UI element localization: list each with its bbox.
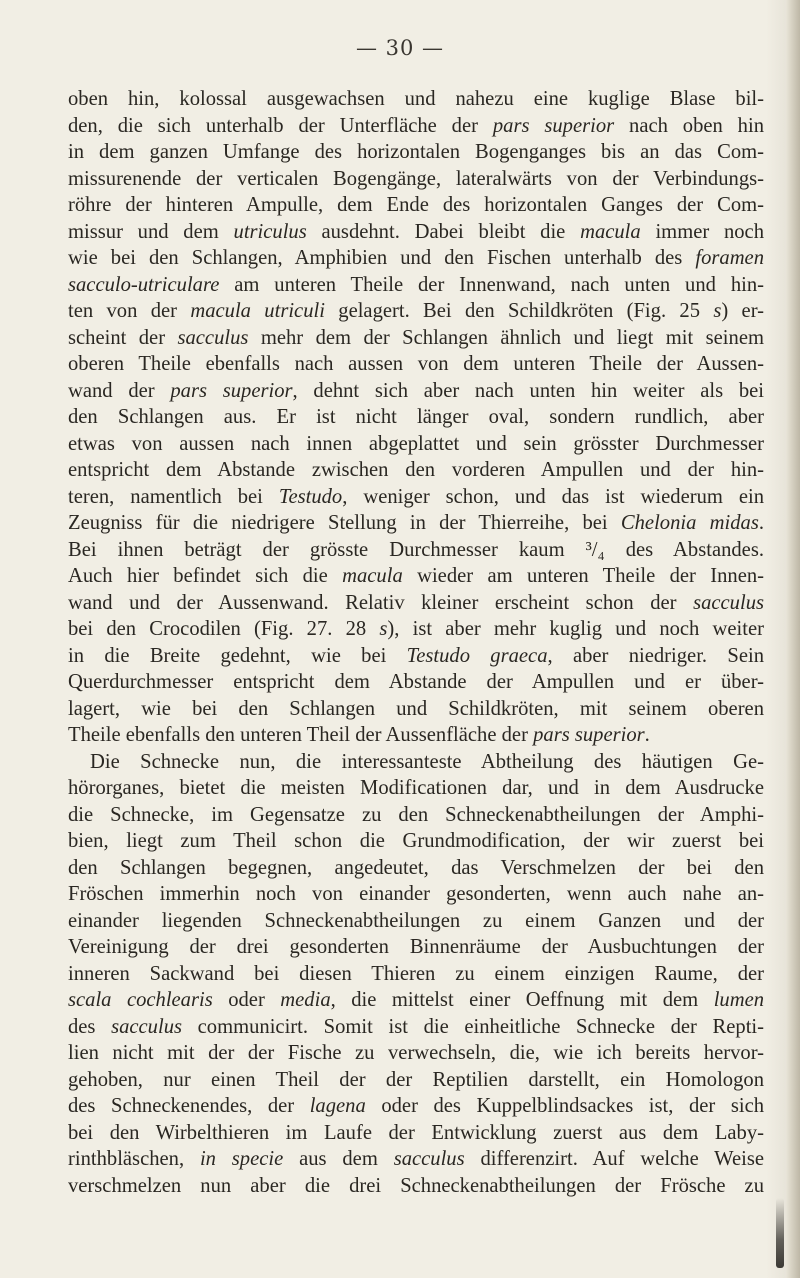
- italic-term: sacculo-utriculare: [68, 273, 220, 296]
- text-line: [68, 590, 764, 617]
- text-segment: ten von der: [68, 300, 191, 322]
- text-line: [68, 563, 764, 590]
- text-line: [68, 696, 764, 723]
- text-line: [68, 166, 764, 193]
- text-segment: inneren Sackwand bei diesen Thieren zu einem einzigen Raume, der: [68, 962, 764, 985]
- text-segment: , dehnt sich aber nach unten hin weiter als bei: [292, 379, 764, 402]
- italic-term: macula: [580, 220, 641, 243]
- text-line: [68, 1146, 764, 1173]
- text-segment: in dem ganzen Umfange des horizontalen Bogenganges bis an das Com-: [68, 141, 764, 163]
- text-segment: communicirt. Somit ist die einheitliche Schnecke der Repti-: [182, 1015, 764, 1038]
- text-line: [68, 1014, 764, 1041]
- text-line: [68, 1040, 764, 1067]
- italic-term: lumen: [713, 989, 765, 1011]
- text-segment: oben hin, kolossal ausgewachsen und nahezu eine kuglige Blase bil-: [68, 88, 764, 110]
- italic-term: sacculus: [111, 1015, 183, 1038]
- italic-term: foramen: [695, 247, 764, 269]
- text-line: [68, 802, 764, 829]
- page-edge-shadow: [766, 0, 786, 1278]
- text-line: [68, 113, 764, 140]
- page-number: — 30 —: [355, 36, 445, 60]
- text-line: [68, 881, 764, 908]
- text-segment: missur und dem: [68, 220, 234, 243]
- text-segment: scheint der: [68, 326, 178, 349]
- text-line: [68, 908, 764, 935]
- text-line: [68, 616, 764, 643]
- text-segment: mehr dem der Schlangen ähnlich und liegt mit seinem: [248, 326, 764, 349]
- text-segment: immer noch: [640, 220, 764, 243]
- text-segment: des: [68, 1015, 112, 1038]
- text-line: [68, 192, 764, 219]
- text-segment: entspricht dem Abstande zwischen den vorderen Ampullen und der hin-: [68, 459, 764, 481]
- text-segment: hörorganes, bietet die meisten Modificationen dar, und in dem Ausdrucke: [68, 777, 764, 799]
- italic-term: Chelonia midas: [620, 512, 759, 534]
- text-segment: Bei ihnen beträgt der grösste Durchmesser kaum ³/₄ des Abstandes.: [68, 538, 764, 561]
- text-segment: Vereinigung der drei gesonderten Binnenräume der Ausbuchtungen der: [68, 936, 764, 958]
- text-segment: röhre der hinteren Ampulle, dem Ende des horizontalen Ganges der Com-: [68, 194, 764, 216]
- text-line: [68, 669, 764, 696]
- text-segment: oberen Theile ebenfalls nach aussen von dem unteren Theile der Aussen-: [68, 353, 764, 375]
- text-segment: , die mittelst einer Oeffnung mit dem: [330, 989, 714, 1011]
- text-line: [68, 1120, 764, 1147]
- text-segment: Auch hier befindet sich die: [68, 565, 343, 587]
- italic-term: sacculus: [177, 326, 249, 349]
- text-line: [68, 961, 764, 988]
- text-line: [68, 378, 764, 405]
- text-segment: verschmelzen nun aber die drei Schneckenabtheilungen der Frösche zu: [68, 1174, 764, 1197]
- italic-term: pars superior: [533, 724, 645, 746]
- text-segment: wie bei den Schlangen, Amphibien und den Fischen unterhalb des: [68, 247, 696, 269]
- italic-term: pars superior: [170, 379, 293, 402]
- text-line: [68, 749, 764, 776]
- text-line: [68, 457, 764, 484]
- italic-term: media: [280, 989, 331, 1011]
- text-segment: nach oben hin: [614, 114, 764, 137]
- text-line: [68, 139, 764, 166]
- text-segment: bei den Wirbelthieren im Laufe der Entwicklung zuerst aus dem Laby-: [68, 1121, 764, 1144]
- text-line: [68, 404, 764, 431]
- text-line: [68, 351, 764, 378]
- text-line: [68, 1173, 764, 1200]
- text-segment: .: [758, 512, 765, 534]
- text-segment: missurenende der verticalen Bogengänge, lateralwärts von der Verbindungs-: [68, 167, 764, 190]
- text-segment: , weniger schon, und das ist wiederum ein: [342, 485, 765, 508]
- text-segment: bien, liegt zum Theil schon die Grundmodification, der wir zuerst bei: [68, 830, 764, 852]
- text-segment: etwas von aussen nach innen abgeplattet und sein grösster Durchmesser: [68, 432, 764, 455]
- text-segment: Zeugniss für die niedrigere Stellung in der Thierreihe, bei: [68, 512, 621, 534]
- text-segment: ausdehnt. Dabei bleibt die: [306, 220, 581, 243]
- text-segment: den, die sich unterhalb der Unterfläche der: [68, 114, 493, 137]
- italic-term: sacculus: [693, 591, 764, 614]
- text-segment: gehoben, nur einen Theil der der Reptilien darstellt, ein Homologon: [68, 1068, 764, 1091]
- text-segment: rinthbläschen,: [68, 1148, 200, 1170]
- italic-term: pars superior: [492, 114, 615, 137]
- text-segment: den Schlangen aus. Er ist nicht länger oval, sondern rundlich, aber: [68, 406, 764, 428]
- text-line: [68, 1093, 764, 1120]
- text-segment: in die Breite gedehnt, wie bei: [68, 644, 407, 667]
- text-segment: lagert, wie bei den Schlangen und Schildkröten, mit seinem oberen: [68, 697, 764, 720]
- text-line: [68, 934, 764, 961]
- text-line: [68, 431, 764, 458]
- text-line: [68, 537, 764, 564]
- text-segment: Die Schnecke nun, die interessanteste Abtheilung des häutigen Ge-: [90, 750, 764, 773]
- text-line: [68, 325, 764, 352]
- italic-term: Testudo graeca: [406, 644, 548, 667]
- text-line: [68, 643, 764, 670]
- text-line: [68, 86, 764, 113]
- text-segment: wand der: [68, 379, 171, 402]
- text-line: [68, 272, 764, 299]
- text-segment: die Schnecke, im Gegensatze zu den Schneckenabtheilungen der Amphi-: [68, 803, 764, 826]
- text-line: [68, 855, 764, 882]
- italic-term: in specie: [199, 1148, 284, 1170]
- text-segment: bei den Crocodilen (Fig. 27. 28: [68, 618, 380, 640]
- italic-term: scala cochlearis: [68, 989, 213, 1011]
- text-segment: gelagert. Bei den Schildkröten (Fig. 25: [324, 300, 714, 322]
- italic-term: macula: [342, 565, 403, 587]
- text-segment: teren, namentlich bei: [68, 485, 279, 508]
- text-line: [68, 484, 764, 511]
- text-segment: des Schneckenendes, der: [68, 1095, 310, 1117]
- text-segment: Theile ebenfalls den unteren Theil der Aussenfläche der: [68, 724, 534, 746]
- italic-term: s: [713, 300, 722, 322]
- text-segment: differenzirt. Auf welche Weise: [464, 1148, 764, 1170]
- text-line: [68, 298, 764, 325]
- text-segment: ), ist aber mehr kuglig und noch weiter: [387, 618, 764, 640]
- italic-term: s: [379, 618, 388, 640]
- text-segment: lien nicht mit der der Fische zu verwechseln, die, wie ich bereits hervor-: [68, 1042, 764, 1064]
- page-edge: [786, 0, 800, 1278]
- italic-term: utriculus: [233, 220, 307, 243]
- text-segment: aus dem: [283, 1148, 394, 1170]
- text-line: [68, 510, 764, 537]
- text-segment: am unteren Theile der Innenwand, nach unten und hin-: [219, 273, 764, 296]
- text-line: [68, 722, 764, 749]
- text-segment: , aber niedriger. Sein: [547, 644, 764, 667]
- text-segment: den Schlangen begegnen, angedeutet, das Verschmelzen der bei den: [68, 856, 764, 879]
- text-segment: wand und der Aussenwand. Relativ kleiner erscheint schon der: [68, 591, 694, 614]
- text-segment: oder des Kuppelblindsackes ist, der sich: [365, 1095, 765, 1117]
- text-line: [68, 219, 764, 246]
- italic-term: lagena: [309, 1095, 366, 1117]
- body-text: [68, 86, 764, 1199]
- italic-term: sacculus: [393, 1148, 465, 1170]
- binding-mark: [776, 1198, 784, 1268]
- text-segment: oder: [212, 989, 281, 1011]
- text-line: [68, 987, 764, 1014]
- text-segment: .: [644, 724, 650, 746]
- text-segment: einander liegenden Schneckenabtheilungen zu einem Ganzen und der: [68, 909, 764, 932]
- text-line: [68, 245, 764, 272]
- text-segment: Fröschen immerhin noch von einander gesonderten, wenn auch nahe an-: [68, 883, 764, 905]
- text-segment: ) er-: [721, 300, 765, 322]
- italic-term: Testudo: [278, 485, 343, 508]
- text-line: [68, 1067, 764, 1094]
- text-line: [68, 828, 764, 855]
- text-segment: Querdurchmesser entspricht dem Abstande der Ampullen und er über-: [68, 671, 764, 693]
- italic-term: macula utriculi: [190, 300, 325, 322]
- text-segment: wieder am unteren Theile der Innen-: [402, 565, 764, 587]
- text-line: [68, 775, 764, 802]
